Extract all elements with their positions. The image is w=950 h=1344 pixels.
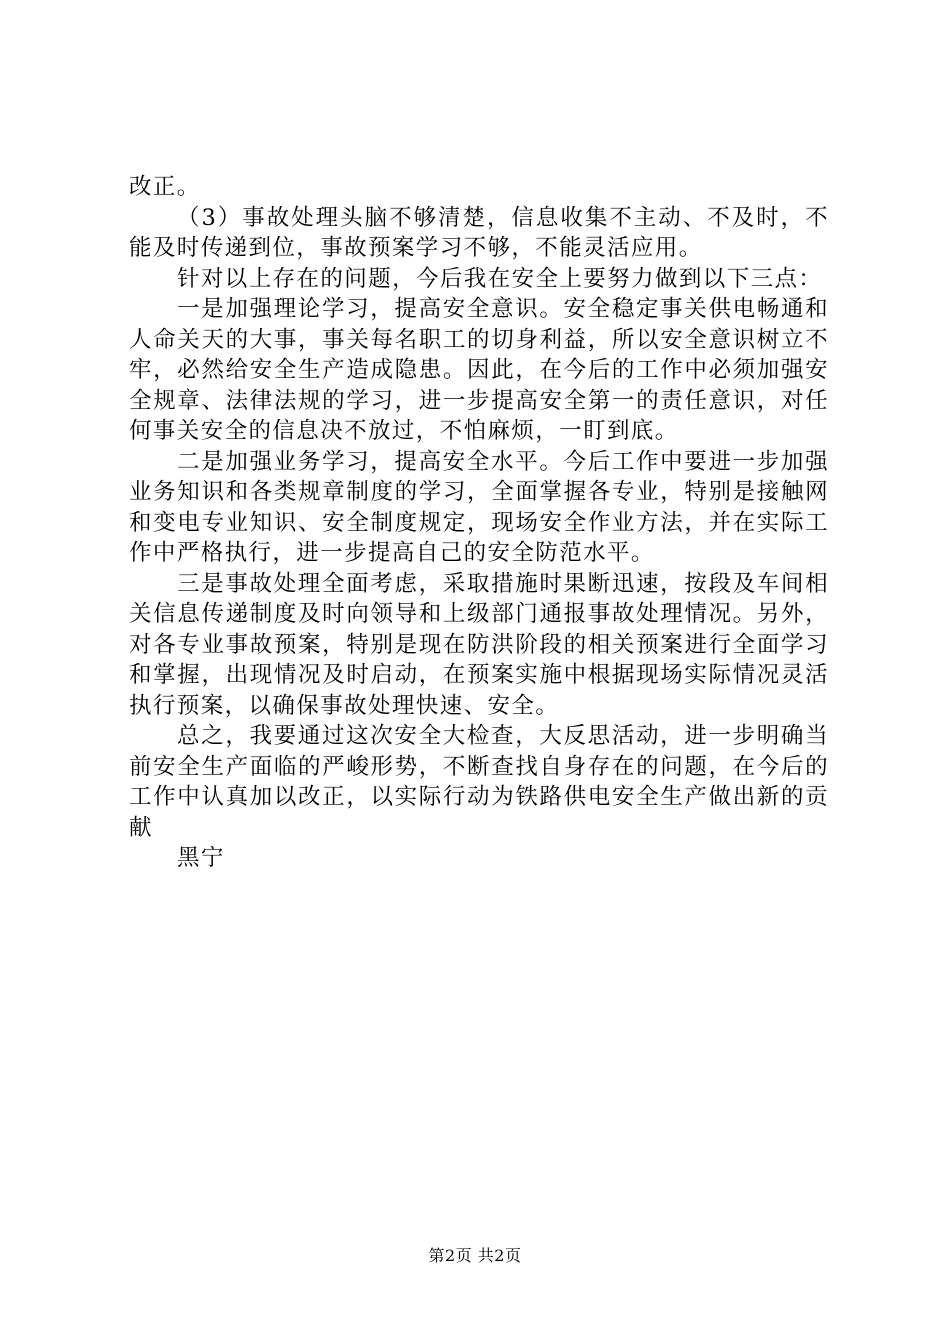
paragraph-conclusion: 总之，我要通过这次安全大检查，大反思活动，进一步明确当前安全生产面临的严峻形势，不断查找自身存在的问题，在今后的工作中认真加以改正，以实际行动为铁路供电安全生产做出新的贡献 [129, 723, 829, 841]
page-number-footer: 第2页 共2页 [428, 1246, 522, 1265]
paragraph-point-2: 二是加强业务学习，提高安全水平。今后工作中要进一步加强业务知识和各类规章制度的学习，全面掌握各专业，特别是接触网和变电专业知识、安全制度规定，现场安全作业方法，并在实际工作中严格执行，进一步提高自己的安全防范水平。 [129, 448, 829, 566]
paragraph-point-1: 一是加强理论学习，提高安全意识。安全稳定事关供电畅通和人命关天的大事，事关每名职工的切身利益，所以安全意识树立不牢，必然给安全生产造成隐患。因此，在今后的工作中必须加强安全规章、法律法规的学习，进一步提高安全第一的责任意识，对任何事关安全的信息决不放过，不怕麻烦，一盯到底。 [129, 296, 829, 444]
author-signature: 黑宁 [177, 845, 225, 871]
paragraph-item-3: （3）事故处理头脑不够清楚，信息收集不主动、不及时，不能及时传递到位，事故预案学习不够，不能灵活应用。 [129, 204, 829, 261]
paragraph-point-3: 三是事故处理全面考虑，采取措施时果断迅速，按段及车间相关信息传递制度及时向领导和上级部门通报事故处理情况。另外，对各专业事故预案，特别是现在防洪阶段的相关预案进行全面学习和掌握，出现情况及时启动，在预案实施中根据现场实际情况灵活执行预案，以确保事故处理快速、安全。 [129, 570, 829, 719]
paragraph-continuation: 改正。 [129, 174, 201, 200]
document-body [129, 172, 829, 874]
paragraph-intro: 针对以上存在的问题，今后我在安全上要努力做到以下三点： [177, 265, 823, 292]
